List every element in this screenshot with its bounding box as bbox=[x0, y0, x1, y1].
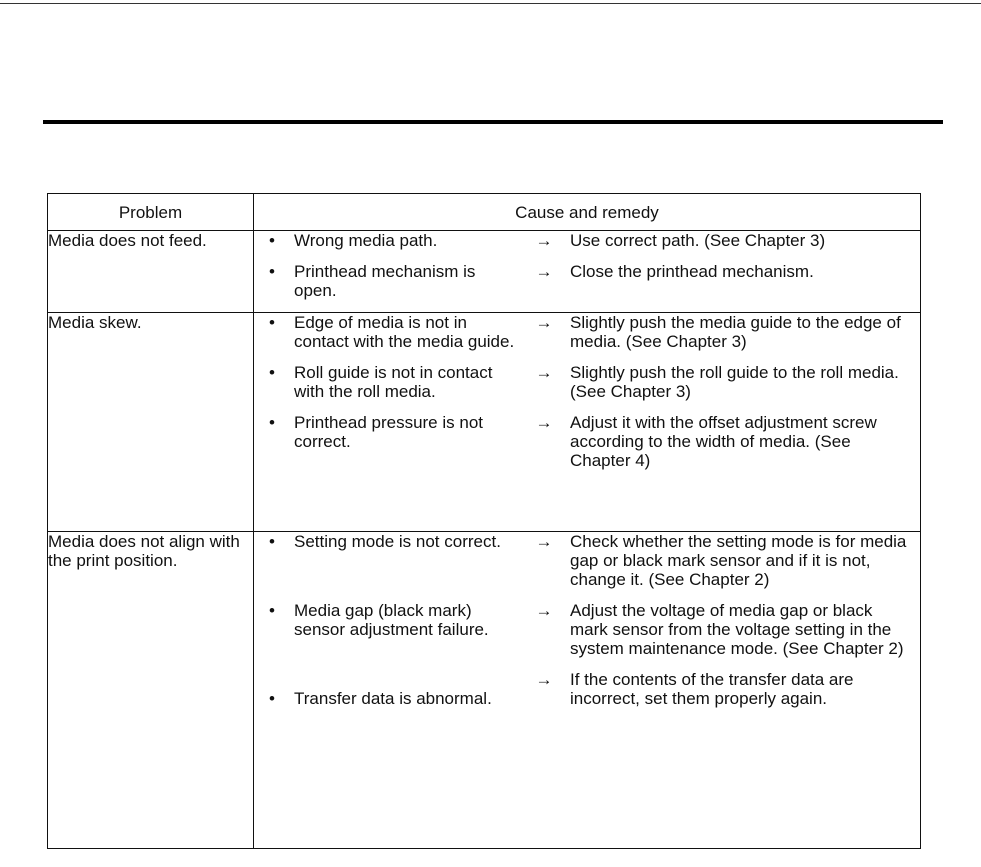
cause-text: Wrong media path. bbox=[294, 231, 438, 250]
cause-remedy-cell bbox=[254, 231, 921, 313]
section-rule bbox=[43, 120, 943, 124]
header-cause-remedy: Cause and remedy bbox=[254, 194, 921, 231]
bullet-icon: • bbox=[269, 413, 275, 432]
cause-remedy-entry bbox=[254, 601, 920, 658]
arrow-right-icon: → bbox=[535, 670, 553, 689]
cause-remedy-entry bbox=[254, 413, 920, 470]
remedy-text: Use correct path. (See Chapter 3) bbox=[570, 231, 826, 250]
remedy-text: Close the printhead mechanism. bbox=[570, 262, 814, 281]
troubleshooting-table bbox=[47, 193, 921, 849]
remedy-text: Slightly push the media guide to the edge of media. (See Chapter 3) bbox=[570, 313, 901, 351]
cause-text: Media gap (black mark) sensor adjustment failure. bbox=[294, 601, 489, 639]
cause-text: Setting mode is not correct. bbox=[294, 532, 501, 551]
cause-text: Roll guide is not in contact with the roll media. bbox=[294, 363, 493, 401]
cause-remedy-entry bbox=[254, 363, 920, 401]
cause-remedy-cell bbox=[254, 313, 921, 532]
bullet-icon: • bbox=[269, 689, 275, 708]
bullet-icon: • bbox=[269, 262, 275, 281]
arrow-right-icon: → bbox=[535, 413, 553, 432]
bullet-icon: • bbox=[269, 601, 275, 620]
cause-remedy-cell bbox=[254, 532, 921, 849]
remedy-text: Adjust the voltage of media gap or black mark sensor from the voltage setting in the system maintenance mode. (See Chapter 2) bbox=[570, 601, 904, 658]
problem-cell: Media does not align with the print position. bbox=[48, 532, 254, 849]
cause-remedy-entry bbox=[254, 313, 920, 351]
table-header-row bbox=[48, 194, 921, 231]
cause-text: Transfer data is abnormal. bbox=[294, 689, 492, 708]
bullet-icon: • bbox=[269, 363, 275, 382]
cause-remedy-entry bbox=[254, 532, 920, 589]
table-row bbox=[48, 532, 921, 849]
problem-cell: Media skew. bbox=[48, 313, 254, 532]
arrow-right-icon: → bbox=[535, 313, 553, 332]
arrow-right-icon: → bbox=[535, 601, 553, 620]
bullet-icon: • bbox=[269, 231, 275, 250]
remedy-text: Adjust it with the offset adjustment screw according to the width of media. (See Chapter 4) bbox=[570, 413, 877, 470]
cause-text: Printhead pressure is not correct. bbox=[294, 413, 483, 451]
arrow-right-icon: → bbox=[535, 262, 553, 281]
remedy-text: Slightly push the roll guide to the roll media. (See Chapter 3) bbox=[570, 363, 899, 401]
problem-cell: Media does not feed. bbox=[48, 231, 254, 313]
table-row bbox=[48, 313, 921, 532]
cause-text: Printhead mechanism is open. bbox=[294, 262, 476, 300]
header-problem: Problem bbox=[48, 194, 254, 231]
cause-remedy-entry bbox=[254, 670, 920, 708]
arrow-right-icon: → bbox=[535, 231, 553, 250]
cause-remedy-entry bbox=[254, 262, 920, 300]
cause-remedy-entry bbox=[254, 231, 920, 250]
bullet-icon: • bbox=[269, 313, 275, 332]
remedy-text: Check whether the setting mode is for media gap or black mark sensor and if it is not, change it. (See Chapter 2) bbox=[570, 532, 907, 589]
bullet-icon: • bbox=[269, 532, 275, 551]
arrow-right-icon: → bbox=[535, 532, 553, 551]
table-row bbox=[48, 231, 921, 313]
cause-text: Edge of media is not in contact with the media guide. bbox=[294, 313, 515, 351]
top-rule bbox=[0, 3, 981, 4]
remedy-text: If the contents of the transfer data are incorrect, set them properly again. bbox=[570, 670, 854, 708]
arrow-right-icon: → bbox=[535, 363, 553, 382]
